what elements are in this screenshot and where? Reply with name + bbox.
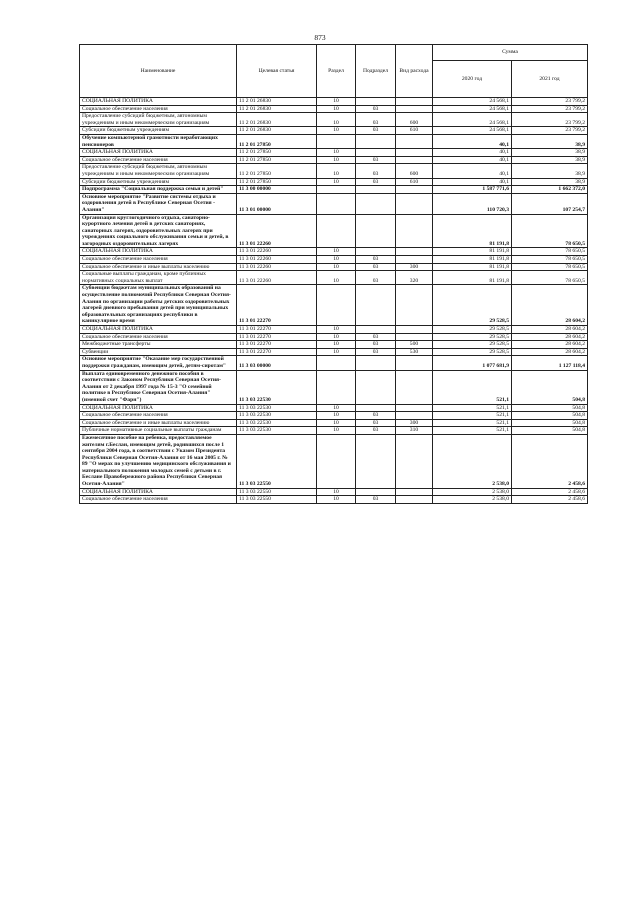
row-section <box>317 134 356 148</box>
row-amount-2020: 29 528,5 <box>433 285 512 326</box>
row-name: СОЦИАЛЬНАЯ ПОЛИТИКА <box>80 98 237 106</box>
row-name: Социальное обеспечение населения <box>80 496 237 504</box>
row-name: Ежемесячное пособие на ребенка, предоставляемое жителям г.Беслан, имеющим детей, родившихся после 1 сентября 2004 года, в соответствии с Указом Президента Республики Северная Осетия-Алания от 16 мая 2005 г. № 89 "О мерах по улучшению медицинского обслуживания и материального положения молодых семей с детьми в г. Беслане Правобережного района Республики Северная Осетия-Алания" <box>80 434 237 488</box>
row-target-code: 11 2 01 26830 <box>237 105 317 113</box>
row-amount-2020: 40,1 <box>433 134 512 148</box>
row-amount-2020: 81 191,8 <box>433 263 512 271</box>
row-amount-2020: 521,1 <box>433 370 512 404</box>
row-amount-2020: 521,1 <box>433 404 512 412</box>
row-subsection <box>356 326 396 334</box>
row-amount-2021: 504,8 <box>512 427 588 435</box>
row-name: Субсидии бюджетным учреждениям <box>80 127 237 135</box>
table-row <box>80 186 588 194</box>
table-row <box>80 488 588 496</box>
table-row <box>80 98 588 106</box>
row-expense-type <box>396 193 433 214</box>
row-name: Обучение компьютерной грамотности неработающих пенсионеров <box>80 134 237 148</box>
table-row <box>80 333 588 341</box>
row-target-code: 11 3 01 22270 <box>237 285 317 326</box>
row-name: Социальные выплаты гражданам, кроме публичных нормативных социальных выплат <box>80 271 237 285</box>
row-expense-type <box>396 356 433 370</box>
row-amount-2021: 38,9 <box>512 164 588 178</box>
row-expense-type <box>396 214 433 248</box>
table-row <box>80 105 588 113</box>
row-amount-2021: 1 127 118,4 <box>512 356 588 370</box>
row-target-code: 11 3 03 22530 <box>237 427 317 435</box>
row-target-code: 11 3 01 22260 <box>237 263 317 271</box>
row-expense-type <box>396 488 433 496</box>
row-amount-2020: 1 077 681,9 <box>433 356 512 370</box>
table-row <box>80 256 588 264</box>
row-name: Социальное обеспечение населения <box>80 256 237 264</box>
row-amount-2021: 78 650,5 <box>512 256 588 264</box>
header-amount: Сумма <box>433 45 588 61</box>
row-target-code: 11 3 03 22530 <box>237 419 317 427</box>
row-amount-2021: 504,8 <box>512 419 588 427</box>
row-name: Публичные нормативные социальные выплаты гражданам <box>80 427 237 435</box>
row-expense-type <box>396 256 433 264</box>
row-amount-2021: 28 604,2 <box>512 326 588 334</box>
row-subsection: 03 <box>356 419 396 427</box>
row-section: 10 <box>317 156 356 164</box>
row-amount-2021: 28 604,2 <box>512 285 588 326</box>
row-subsection: 03 <box>356 156 396 164</box>
row-amount-2021: 504,8 <box>512 404 588 412</box>
row-amount-2021: 1 662 372,0 <box>512 186 588 194</box>
row-amount-2021: 28 604,2 <box>512 333 588 341</box>
row-amount-2021: 38,9 <box>512 134 588 148</box>
row-target-code: 11 2 01 26830 <box>237 127 317 135</box>
row-expense-type <box>396 496 433 504</box>
row-amount-2020: 2 538,0 <box>433 434 512 488</box>
row-target-code: 11 2 01 26830 <box>237 113 317 127</box>
row-target-code: 11 2 01 27850 <box>237 149 317 157</box>
row-expense-type: 600 <box>396 113 433 127</box>
row-amount-2021: 504,8 <box>512 412 588 420</box>
table-row <box>80 356 588 370</box>
row-name: Организация круглогодичного отдыха, санаторно-курортного лечения детей в детских санаториях, санаторных лагерях, оздоровительных лагерях при учреждениях социального обслуживания семьи и детей, в загородных оздоровительных лагерях <box>80 214 237 248</box>
table-row <box>80 348 588 356</box>
row-amount-2020: 40,1 <box>433 156 512 164</box>
row-amount-2020: 24 568,1 <box>433 105 512 113</box>
row-subsection: 03 <box>356 127 396 135</box>
row-section <box>317 356 356 370</box>
row-subsection <box>356 134 396 148</box>
table-row <box>80 248 588 256</box>
row-amount-2021: 23 799,2 <box>512 105 588 113</box>
row-name: Предоставление субсидий бюджетным, автономным учреждениям и иным некоммерческим организациям <box>80 164 237 178</box>
row-name: Социальное обеспечение населения <box>80 333 237 341</box>
row-section: 10 <box>317 105 356 113</box>
row-section <box>317 285 356 326</box>
row-amount-2021: 38,9 <box>512 156 588 164</box>
row-amount-2020: 81 191,8 <box>433 256 512 264</box>
row-expense-type: 610 <box>396 178 433 186</box>
row-subsection <box>356 214 396 248</box>
row-amount-2020: 81 191,8 <box>433 214 512 248</box>
row-name: Субсидии бюджетным учреждениям <box>80 178 237 186</box>
row-target-code: 11 2 01 26830 <box>237 98 317 106</box>
row-expense-type <box>396 248 433 256</box>
row-amount-2021: 78 650,5 <box>512 214 588 248</box>
row-subsection: 03 <box>356 333 396 341</box>
row-section: 10 <box>317 271 356 285</box>
row-target-code: 11 2 01 27850 <box>237 178 317 186</box>
row-target-code: 11 2 01 27850 <box>237 164 317 178</box>
row-expense-type: 320 <box>396 271 433 285</box>
row-target-code: 11 3 03 22550 <box>237 434 317 488</box>
row-section: 10 <box>317 127 356 135</box>
row-target-code: 11 3 03 00000 <box>237 356 317 370</box>
header-name: Наименование <box>80 45 237 98</box>
budget-table <box>79 44 588 504</box>
row-target-code: 11 3 03 22550 <box>237 488 317 496</box>
row-amount-2020: 40,1 <box>433 164 512 178</box>
row-amount-2020: 40,1 <box>433 178 512 186</box>
table-row <box>80 263 588 271</box>
row-amount-2020: 521,1 <box>433 412 512 420</box>
row-amount-2020: 29 528,5 <box>433 326 512 334</box>
table-row <box>80 412 588 420</box>
row-amount-2020: 29 528,5 <box>433 333 512 341</box>
row-target-code: 11 2 01 27850 <box>237 156 317 164</box>
row-target-code: 11 3 03 22550 <box>237 496 317 504</box>
row-amount-2020: 81 191,8 <box>433 248 512 256</box>
header-year-2020: 2020 год <box>433 61 512 98</box>
row-expense-type <box>396 186 433 194</box>
row-subsection <box>356 248 396 256</box>
row-name: Межбюджетные трансферты <box>80 341 237 349</box>
row-name: Предоставление субсидий бюджетным, автономным учреждениям и иным некоммерческим организациям <box>80 113 237 127</box>
row-amount-2021: 23 799,2 <box>512 98 588 106</box>
row-subsection: 03 <box>356 263 396 271</box>
row-section <box>317 193 356 214</box>
row-subsection <box>356 434 396 488</box>
row-section: 10 <box>317 248 356 256</box>
row-target-code: 11 3 00 00000 <box>237 186 317 194</box>
row-section <box>317 186 356 194</box>
row-subsection: 03 <box>356 271 396 285</box>
row-expense-type <box>396 370 433 404</box>
row-name: Социальное обеспечение населения <box>80 412 237 420</box>
row-amount-2021: 38,9 <box>512 178 588 186</box>
row-amount-2021: 78 650,5 <box>512 263 588 271</box>
row-name: СОЦИАЛЬНАЯ ПОЛИТИКА <box>80 488 237 496</box>
row-section: 10 <box>317 496 356 504</box>
row-target-code: 11 3 03 22530 <box>237 404 317 412</box>
table-row <box>80 404 588 412</box>
row-section: 10 <box>317 427 356 435</box>
row-expense-type <box>396 156 433 164</box>
row-section <box>317 214 356 248</box>
table-row <box>80 134 588 148</box>
row-target-code: 11 3 01 22270 <box>237 341 317 349</box>
table-row <box>80 164 588 178</box>
table-row <box>80 285 588 326</box>
row-target-code: 11 3 01 00000 <box>237 193 317 214</box>
row-subsection: 03 <box>356 427 396 435</box>
row-amount-2020: 24 568,1 <box>433 98 512 106</box>
row-name: СОЦИАЛЬНАЯ ПОЛИТИКА <box>80 326 237 334</box>
row-name: Социальное обеспечение и иные выплаты населению <box>80 419 237 427</box>
row-amount-2020: 521,1 <box>433 427 512 435</box>
row-amount-2021: 23 799,2 <box>512 113 588 127</box>
table-row <box>80 271 588 285</box>
row-section: 10 <box>317 488 356 496</box>
row-subsection <box>356 186 396 194</box>
row-expense-type <box>396 285 433 326</box>
row-expense-type: 610 <box>396 127 433 135</box>
row-name: Выплата единовременного денежного пособия в соответствии с Законом Республики Северная Осетия-Алания от 2 декабря 1997 года № 15-З "О семейной политике в Республике Северная Осетия-Алания" (именной счет "Фарн") <box>80 370 237 404</box>
row-subsection <box>356 285 396 326</box>
row-expense-type <box>396 434 433 488</box>
row-section: 10 <box>317 419 356 427</box>
row-expense-type: 600 <box>396 164 433 178</box>
row-target-code: 11 3 01 22270 <box>237 326 317 334</box>
row-amount-2021: 23 799,2 <box>512 127 588 135</box>
row-subsection <box>356 404 396 412</box>
row-subsection: 03 <box>356 105 396 113</box>
header-section: Раздел <box>317 45 356 98</box>
row-subsection <box>356 370 396 404</box>
row-amount-2021: 2 458,6 <box>512 496 588 504</box>
table-row <box>80 341 588 349</box>
row-section <box>317 434 356 488</box>
row-section: 10 <box>317 333 356 341</box>
table-row <box>80 214 588 248</box>
table-row <box>80 434 588 488</box>
row-expense-type <box>396 98 433 106</box>
table-row <box>80 427 588 435</box>
row-amount-2021: 28 604,2 <box>512 341 588 349</box>
row-name: Социальное обеспечение и иные выплаты населению <box>80 263 237 271</box>
row-expense-type: 500 <box>396 341 433 349</box>
row-section: 10 <box>317 113 356 127</box>
row-amount-2020: 81 191,8 <box>433 271 512 285</box>
row-expense-type: 310 <box>396 427 433 435</box>
row-expense-type <box>396 105 433 113</box>
row-expense-type <box>396 326 433 334</box>
row-target-code: 11 3 01 22260 <box>237 256 317 264</box>
table-row <box>80 113 588 127</box>
row-section: 10 <box>317 98 356 106</box>
row-expense-type <box>396 149 433 157</box>
row-amount-2021: 38,9 <box>512 149 588 157</box>
row-subsection <box>356 356 396 370</box>
row-section: 10 <box>317 326 356 334</box>
row-expense-type: 300 <box>396 263 433 271</box>
row-amount-2021: 78 650,5 <box>512 248 588 256</box>
row-amount-2021: 28 604,2 <box>512 348 588 356</box>
row-target-code: 11 3 01 22260 <box>237 248 317 256</box>
row-section: 10 <box>317 149 356 157</box>
row-name: Социальное обеспечение населения <box>80 105 237 113</box>
row-target-code: 11 3 03 22530 <box>237 412 317 420</box>
row-amount-2021: 2 458,6 <box>512 434 588 488</box>
row-target-code: 11 3 03 22530 <box>237 370 317 404</box>
row-subsection: 03 <box>356 164 396 178</box>
row-subsection <box>356 98 396 106</box>
table-row <box>80 419 588 427</box>
row-amount-2020: 110 720,3 <box>433 193 512 214</box>
row-expense-type <box>396 404 433 412</box>
table-row <box>80 326 588 334</box>
row-name: Субвенции бюджетам муниципальных образований на осуществление полномочий Республики Северная Осетия-Алания по организации работы детских оздоровительных лагерей дневного пребывания детей при муниципальных образовательных организациях республики в каникулярное время <box>80 285 237 326</box>
row-name: Основное мероприятие "Оказание мер государственной поддержки гражданам, имеющим детей, детям-сиротам" <box>80 356 237 370</box>
row-amount-2020: 1 587 771,6 <box>433 186 512 194</box>
row-expense-type <box>396 333 433 341</box>
row-subsection: 03 <box>356 178 396 186</box>
table-body <box>80 98 588 504</box>
header-year-2021: 2021 год <box>512 61 588 98</box>
row-name: СОЦИАЛЬНАЯ ПОЛИТИКА <box>80 404 237 412</box>
row-section: 10 <box>317 348 356 356</box>
row-subsection: 03 <box>356 341 396 349</box>
table-row <box>80 193 588 214</box>
row-section: 10 <box>317 412 356 420</box>
row-amount-2021: 2 458,6 <box>512 488 588 496</box>
header-subsection: Подраздел <box>356 45 396 98</box>
row-amount-2020: 40,1 <box>433 149 512 157</box>
row-subsection <box>356 193 396 214</box>
row-name: Субвенции <box>80 348 237 356</box>
row-section: 10 <box>317 178 356 186</box>
row-target-code: 11 3 01 22260 <box>237 271 317 285</box>
row-subsection: 03 <box>356 256 396 264</box>
row-section: 10 <box>317 341 356 349</box>
row-expense-type: 300 <box>396 419 433 427</box>
table-row <box>80 127 588 135</box>
row-amount-2020: 521,1 <box>433 419 512 427</box>
page-number: 873 <box>314 33 326 42</box>
row-subsection: 03 <box>356 412 396 420</box>
row-expense-type: 530 <box>396 348 433 356</box>
row-expense-type <box>396 134 433 148</box>
table-row <box>80 156 588 164</box>
row-amount-2020: 2 538,0 <box>433 496 512 504</box>
header-expense-type: Вид расхода <box>396 45 433 98</box>
row-subsection: 03 <box>356 496 396 504</box>
row-target-code: 11 3 01 22270 <box>237 333 317 341</box>
row-name: СОЦИАЛЬНАЯ ПОЛИТИКА <box>80 248 237 256</box>
row-section: 10 <box>317 256 356 264</box>
header-target: Целевая статья <box>237 45 317 98</box>
row-subsection: 03 <box>356 113 396 127</box>
row-target-code: 11 3 01 22260 <box>237 214 317 248</box>
row-name: СОЦИАЛЬНАЯ ПОЛИТИКА <box>80 149 237 157</box>
table-row <box>80 178 588 186</box>
row-section: 10 <box>317 164 356 178</box>
row-name: Основное мероприятие "Развитие системы отдыха и оздоровления детей в Республике Северная Осетия - Алания" <box>80 193 237 214</box>
row-amount-2020: 24 568,1 <box>433 113 512 127</box>
row-section: 10 <box>317 263 356 271</box>
row-amount-2021: 504,8 <box>512 370 588 404</box>
row-amount-2020: 29 528,5 <box>433 341 512 349</box>
row-expense-type <box>396 412 433 420</box>
row-amount-2021: 78 650,5 <box>512 271 588 285</box>
row-amount-2021: 107 254,7 <box>512 193 588 214</box>
row-section: 10 <box>317 404 356 412</box>
row-target-code: 11 3 01 22270 <box>237 348 317 356</box>
row-amount-2020: 24 568,1 <box>433 127 512 135</box>
table-row <box>80 370 588 404</box>
row-amount-2020: 29 528,5 <box>433 348 512 356</box>
row-section <box>317 370 356 404</box>
row-target-code: 11 2 01 27850 <box>237 134 317 148</box>
table-row <box>80 149 588 157</box>
table-row <box>80 496 588 504</box>
row-name: Социальное обеспечение населения <box>80 156 237 164</box>
row-subsection: 03 <box>356 348 396 356</box>
row-subsection <box>356 488 396 496</box>
row-subsection <box>356 149 396 157</box>
row-name: Подпрограмма "Социальная поддержка семьи и детей" <box>80 186 237 194</box>
row-amount-2020: 2 538,0 <box>433 488 512 496</box>
